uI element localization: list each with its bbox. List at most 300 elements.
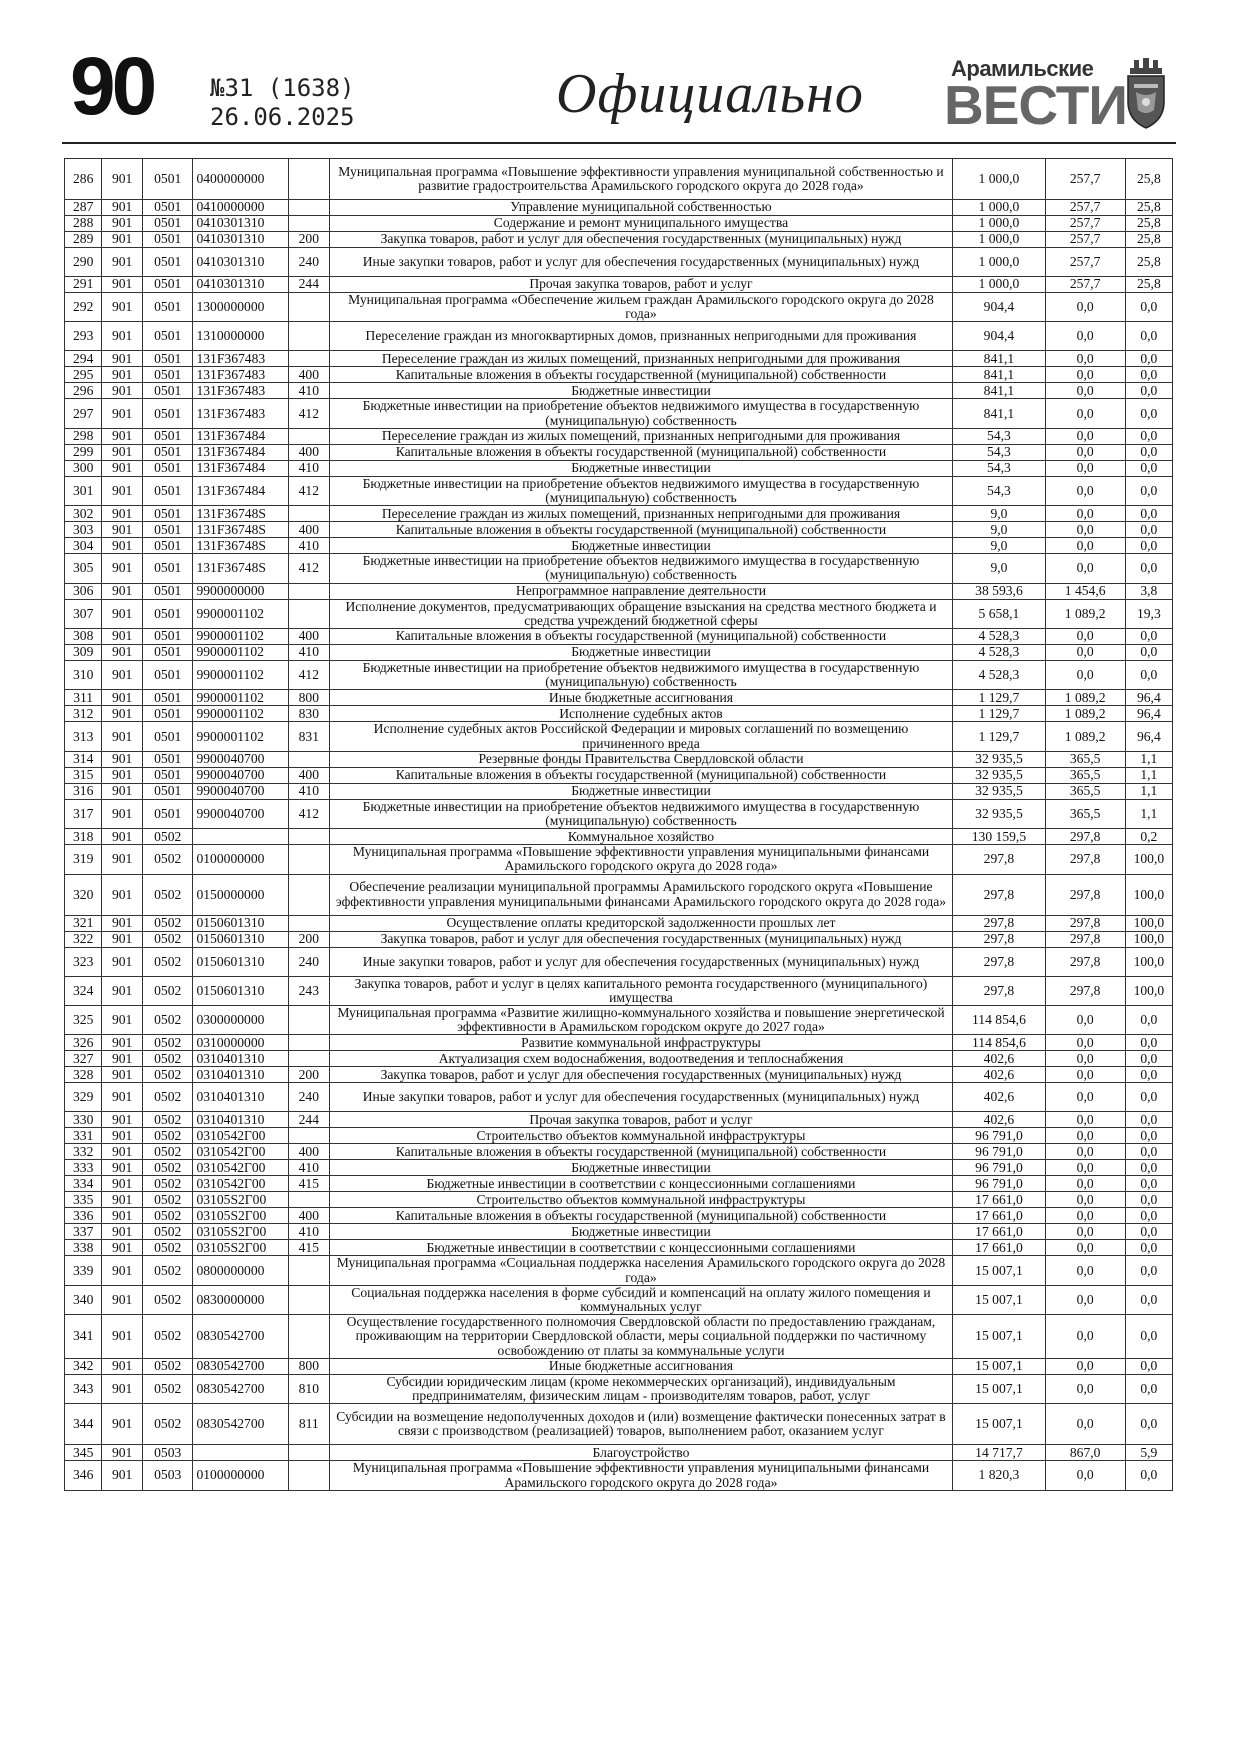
cell-n: 326 (65, 1035, 102, 1051)
cell-p: 25,8 (1125, 159, 1172, 200)
cell-n: 324 (65, 976, 102, 1005)
cell-desc: Муниципальная программа «Повышение эффективности управления муниципальной собственностью и развитие градостроительства Арамильского городского округа до 2028 года» (329, 159, 953, 200)
cell-d (288, 1128, 329, 1144)
cell-n: 341 (65, 1315, 102, 1359)
cell-p: 0,0 (1125, 1374, 1172, 1403)
budget-table (64, 158, 1173, 1491)
cell-d: 200 (288, 232, 329, 248)
cell-a: 901 (102, 1461, 143, 1490)
cell-a: 901 (102, 351, 143, 367)
cell-b: 0502 (142, 931, 193, 947)
cell-b: 0502 (142, 1067, 193, 1083)
cell-desc: Капитальные вложения в объекты государственной (муниципальной) собственности (329, 1208, 953, 1224)
cell-b: 0501 (142, 277, 193, 293)
cell-c: 0830542700 (193, 1374, 289, 1403)
cell-p: 0,0 (1125, 383, 1172, 399)
cell-v1: 904,4 (953, 293, 1045, 322)
cell-v1: 1 000,0 (953, 200, 1045, 216)
cell-p: 0,0 (1125, 645, 1172, 661)
cell-v1: 297,8 (953, 845, 1045, 874)
cell-a: 901 (102, 751, 143, 767)
cell-a: 901 (102, 522, 143, 538)
cell-b: 0501 (142, 444, 193, 460)
cell-v2: 0,0 (1045, 1256, 1125, 1285)
page-number: 90 (70, 41, 154, 132)
cell-v2: 0,0 (1045, 476, 1125, 505)
cell-d: 400 (288, 629, 329, 645)
cell-d: 800 (288, 1358, 329, 1374)
cell-v2: 0,0 (1045, 522, 1125, 538)
cell-n: 320 (65, 874, 102, 915)
table-row (65, 1192, 1173, 1208)
cell-v2: 0,0 (1045, 383, 1125, 399)
cell-d (288, 845, 329, 874)
table-row (65, 1445, 1173, 1461)
cell-b: 0501 (142, 232, 193, 248)
cell-desc: Иные бюджетные ассигнования (329, 690, 953, 706)
cell-a: 901 (102, 1315, 143, 1359)
cell-n: 346 (65, 1461, 102, 1490)
cell-p: 1,1 (1125, 783, 1172, 799)
cell-a: 901 (102, 1067, 143, 1083)
table-row (65, 829, 1173, 845)
cell-v1: 4 528,3 (953, 645, 1045, 661)
cell-p: 0,0 (1125, 506, 1172, 522)
cell-v2: 0,0 (1045, 1083, 1125, 1112)
cell-p: 0,0 (1125, 476, 1172, 505)
cell-c: 0310542Г00 (193, 1176, 289, 1192)
cell-c: 131F367483 (193, 399, 289, 428)
cell-v2: 0,0 (1045, 1051, 1125, 1067)
cell-d: 240 (288, 947, 329, 976)
cell-c: 131F36748S (193, 554, 289, 583)
cell-desc: Управление муниципальной собственностью (329, 200, 953, 216)
cell-c: 0410301310 (193, 232, 289, 248)
cell-v2: 0,0 (1045, 554, 1125, 583)
cell-a: 901 (102, 1160, 143, 1176)
issue-info (210, 74, 355, 132)
cell-p: 100,0 (1125, 845, 1172, 874)
cell-v1: 15 007,1 (953, 1404, 1045, 1445)
cell-n: 294 (65, 351, 102, 367)
cell-d: 240 (288, 248, 329, 277)
cell-v2: 0,0 (1045, 1144, 1125, 1160)
table-row (65, 1256, 1173, 1285)
cell-a: 901 (102, 767, 143, 783)
cell-c: 131F367484 (193, 444, 289, 460)
table-row (65, 428, 1173, 444)
cell-d (288, 599, 329, 628)
cell-d: 400 (288, 1144, 329, 1160)
cell-c: 131F367483 (193, 367, 289, 383)
table-row (65, 1051, 1173, 1067)
cell-a: 901 (102, 1128, 143, 1144)
table-row (65, 767, 1173, 783)
cell-v1: 1 129,7 (953, 690, 1045, 706)
cell-p: 100,0 (1125, 874, 1172, 915)
cell-c: 0410000000 (193, 200, 289, 216)
cell-a: 901 (102, 538, 143, 554)
table-row (65, 1176, 1173, 1192)
cell-c: 0310000000 (193, 1035, 289, 1051)
cell-p: 0,0 (1125, 1083, 1172, 1112)
cell-v1: 297,8 (953, 931, 1045, 947)
cell-desc: Капитальные вложения в объекты государственной (муниципальной) собственности (329, 1144, 953, 1160)
cell-b: 0502 (142, 845, 193, 874)
cell-v1: 297,8 (953, 947, 1045, 976)
cell-v2: 257,7 (1045, 248, 1125, 277)
cell-n: 313 (65, 722, 102, 751)
table-row (65, 383, 1173, 399)
cell-a: 901 (102, 1083, 143, 1112)
cell-v1: 15 007,1 (953, 1285, 1045, 1314)
cell-n: 300 (65, 460, 102, 476)
cell-a: 901 (102, 629, 143, 645)
cell-n: 336 (65, 1208, 102, 1224)
table-row (65, 1358, 1173, 1374)
cell-desc: Иные закупки товаров, работ и услуг для обеспечения государственных (муниципальных) нужд (329, 248, 953, 277)
cell-d (288, 506, 329, 522)
cell-c: 0800000000 (193, 1256, 289, 1285)
cell-d: 243 (288, 976, 329, 1005)
cell-desc: Прочая закупка товаров, работ и услуг (329, 277, 953, 293)
cell-p: 0,0 (1125, 322, 1172, 351)
cell-d: 400 (288, 1208, 329, 1224)
cell-v1: 9,0 (953, 538, 1045, 554)
cell-v2: 0,0 (1045, 293, 1125, 322)
cell-p: 19,3 (1125, 599, 1172, 628)
table-row (65, 629, 1173, 645)
cell-d (288, 322, 329, 351)
cell-d: 415 (288, 1176, 329, 1192)
cell-p: 0,2 (1125, 829, 1172, 845)
cell-c: 9900001102 (193, 690, 289, 706)
cell-a: 901 (102, 428, 143, 444)
table-row (65, 599, 1173, 628)
cell-d: 410 (288, 538, 329, 554)
cell-p: 96,4 (1125, 706, 1172, 722)
cell-desc: Переселение граждан из жилых помещений, признанных непригодными для проживания (329, 428, 953, 444)
cell-a: 901 (102, 1035, 143, 1051)
cell-p: 0,0 (1125, 661, 1172, 690)
cell-desc: Муниципальная программа «Социальная поддержка населения Арамильского городского округа до 2028 года» (329, 1256, 953, 1285)
cell-n: 316 (65, 783, 102, 799)
table-row (65, 460, 1173, 476)
table-row (65, 799, 1173, 828)
table-row (65, 399, 1173, 428)
cell-p: 100,0 (1125, 947, 1172, 976)
cell-b: 0501 (142, 216, 193, 232)
cell-a: 901 (102, 399, 143, 428)
cell-b: 0502 (142, 1404, 193, 1445)
cell-p: 96,4 (1125, 690, 1172, 706)
cell-a: 901 (102, 1445, 143, 1461)
cell-a: 901 (102, 976, 143, 1005)
cell-v1: 32 935,5 (953, 751, 1045, 767)
cell-c: 131F36748S (193, 538, 289, 554)
cell-a: 901 (102, 783, 143, 799)
cell-desc: Бюджетные инвестиции (329, 1224, 953, 1240)
cell-b: 0501 (142, 399, 193, 428)
cell-p: 0,0 (1125, 629, 1172, 645)
cell-v2: 257,7 (1045, 277, 1125, 293)
cell-desc: Бюджетные инвестиции на приобретение объектов недвижимого имущества в государственную (муниципальную) собственность (329, 476, 953, 505)
cell-c: 0400000000 (193, 159, 289, 200)
cell-d: 831 (288, 722, 329, 751)
cell-b: 0501 (142, 645, 193, 661)
table-row (65, 351, 1173, 367)
cell-d: 400 (288, 444, 329, 460)
cell-b: 0501 (142, 351, 193, 367)
table-row (65, 1224, 1173, 1240)
cell-desc: Переселение граждан из жилых помещений, признанных непригодными для проживания (329, 351, 953, 367)
cell-b: 0502 (142, 1160, 193, 1176)
cell-p: 1,1 (1125, 767, 1172, 783)
cell-d: 410 (288, 1224, 329, 1240)
cell-c: 0300000000 (193, 1006, 289, 1035)
cell-p: 0,0 (1125, 460, 1172, 476)
cell-desc: Бюджетные инвестиции на приобретение объектов недвижимого имущества в государственную (муниципальную) собственность (329, 661, 953, 690)
cell-p: 0,0 (1125, 1404, 1172, 1445)
cell-n: 339 (65, 1256, 102, 1285)
cell-n: 289 (65, 232, 102, 248)
cell-v2: 1 454,6 (1045, 583, 1125, 599)
cell-a: 901 (102, 444, 143, 460)
cell-n: 305 (65, 554, 102, 583)
cell-v1: 1 000,0 (953, 248, 1045, 277)
cell-n: 317 (65, 799, 102, 828)
cell-b: 0502 (142, 1224, 193, 1240)
table-row (65, 1128, 1173, 1144)
cell-desc: Муниципальная программа «Обеспечение жильем граждан Арамильского городского округа до 2028 года» (329, 293, 953, 322)
table-row (65, 506, 1173, 522)
cell-p: 0,0 (1125, 1144, 1172, 1160)
cell-p: 0,0 (1125, 1067, 1172, 1083)
cell-c: 0310401310 (193, 1083, 289, 1112)
cell-a: 901 (102, 1144, 143, 1160)
cell-v2: 0,0 (1045, 1224, 1125, 1240)
cell-desc: Иные закупки товаров, работ и услуг для обеспечения государственных (муниципальных) нужд (329, 1083, 953, 1112)
cell-desc: Осуществление оплаты кредиторской задолженности прошлых лет (329, 915, 953, 931)
cell-v2: 0,0 (1045, 645, 1125, 661)
cell-p: 25,8 (1125, 232, 1172, 248)
cell-v2: 1 089,2 (1045, 722, 1125, 751)
cell-v2: 1 089,2 (1045, 706, 1125, 722)
cell-v1: 297,8 (953, 915, 1045, 931)
cell-d (288, 583, 329, 599)
cell-c: 0100000000 (193, 845, 289, 874)
cell-desc: Содержание и ремонт муниципального имущества (329, 216, 953, 232)
cell-b: 0502 (142, 1240, 193, 1256)
cell-n: 315 (65, 767, 102, 783)
cell-v2: 0,0 (1045, 1374, 1125, 1403)
cell-v2: 257,7 (1045, 232, 1125, 248)
cell-n: 342 (65, 1358, 102, 1374)
cell-v2: 0,0 (1045, 460, 1125, 476)
cell-n: 304 (65, 538, 102, 554)
cell-d: 410 (288, 383, 329, 399)
cell-a: 901 (102, 1224, 143, 1240)
cell-b: 0502 (142, 1128, 193, 1144)
cell-d: 400 (288, 367, 329, 383)
cell-c: 131F367484 (193, 428, 289, 444)
cell-v2: 0,0 (1045, 1461, 1125, 1490)
cell-d: 410 (288, 645, 329, 661)
cell-c: 131F36748S (193, 522, 289, 538)
cell-n: 297 (65, 399, 102, 428)
cell-v2: 0,0 (1045, 1404, 1125, 1445)
cell-a: 901 (102, 1256, 143, 1285)
cell-d (288, 1461, 329, 1490)
cell-desc: Бюджетные инвестиции на приобретение объектов недвижимого имущества в государственную (муниципальную) собственность (329, 554, 953, 583)
cell-n: 314 (65, 751, 102, 767)
cell-b: 0501 (142, 506, 193, 522)
cell-b: 0502 (142, 1083, 193, 1112)
cell-a: 901 (102, 874, 143, 915)
cell-b: 0501 (142, 460, 193, 476)
table-row (65, 322, 1173, 351)
cell-a: 901 (102, 599, 143, 628)
cell-c: 0100000000 (193, 1461, 289, 1490)
cell-d: 412 (288, 399, 329, 428)
cell-c: 1300000000 (193, 293, 289, 322)
cell-v2: 0,0 (1045, 1128, 1125, 1144)
cell-d: 244 (288, 277, 329, 293)
cell-a: 901 (102, 931, 143, 947)
cell-desc: Закупка товаров, работ и услуг в целях капитального ремонта государственного (муниципального) имущества (329, 976, 953, 1005)
cell-desc: Бюджетные инвестиции (329, 783, 953, 799)
cell-v2: 867,0 (1045, 1445, 1125, 1461)
cell-v1: 1 000,0 (953, 277, 1045, 293)
cell-desc: Исполнение документов, предусматривающих обращение взыскания на средства местного бюджета и средства учреждений бюджетной сферы (329, 599, 953, 628)
table-row (65, 751, 1173, 767)
cell-b: 0502 (142, 874, 193, 915)
cell-d (288, 1315, 329, 1359)
cell-b: 0502 (142, 1315, 193, 1359)
cell-n: 338 (65, 1240, 102, 1256)
cell-p: 0,0 (1125, 293, 1172, 322)
cell-desc: Бюджетные инвестиции (329, 460, 953, 476)
cell-desc: Обеспечение реализации муниципальной программы Арамильского городского округа «Повышение эффективности управления муниципальными финансами Арамильского городского округа до 2028 года» (329, 874, 953, 915)
cell-n: 334 (65, 1176, 102, 1192)
cell-b: 0502 (142, 829, 193, 845)
cell-b: 0501 (142, 383, 193, 399)
table-row (65, 845, 1173, 874)
cell-desc: Строительство объектов коммунальной инфраструктуры (329, 1192, 953, 1208)
cell-desc: Бюджетные инвестиции (329, 383, 953, 399)
cell-v1: 54,3 (953, 460, 1045, 476)
cell-d: 200 (288, 1067, 329, 1083)
cell-v2: 0,0 (1045, 1358, 1125, 1374)
cell-n: 340 (65, 1285, 102, 1314)
cell-v1: 54,3 (953, 444, 1045, 460)
cell-v2: 0,0 (1045, 322, 1125, 351)
cell-c: 0830542700 (193, 1358, 289, 1374)
cell-v1: 96 791,0 (953, 1160, 1045, 1176)
cell-desc: Капитальные вложения в объекты государственной (муниципальной) собственности (329, 522, 953, 538)
cell-desc: Бюджетные инвестиции на приобретение объектов недвижимого имущества в государственную (муниципальную) собственность (329, 399, 953, 428)
cell-desc: Переселение граждан из многоквартирных домов, признанных непригодными для проживания (329, 322, 953, 351)
cell-p: 0,0 (1125, 1461, 1172, 1490)
cell-b: 0502 (142, 1358, 193, 1374)
cell-v2: 257,7 (1045, 200, 1125, 216)
cell-a: 901 (102, 367, 143, 383)
cell-p: 0,0 (1125, 428, 1172, 444)
cell-b: 0501 (142, 583, 193, 599)
cell-n: 345 (65, 1445, 102, 1461)
cell-desc: Бюджетные инвестиции (329, 538, 953, 554)
table-row (65, 522, 1173, 538)
cell-p: 0,0 (1125, 444, 1172, 460)
cell-c: 0310542Г00 (193, 1160, 289, 1176)
cell-c: 9900001102 (193, 645, 289, 661)
cell-b: 0502 (142, 915, 193, 931)
table-row (65, 947, 1173, 976)
cell-c: 03105S2Г00 (193, 1208, 289, 1224)
cell-a: 901 (102, 216, 143, 232)
cell-a: 901 (102, 1358, 143, 1374)
cell-b: 0501 (142, 554, 193, 583)
cell-b: 0501 (142, 367, 193, 383)
cell-b: 0502 (142, 1208, 193, 1224)
cell-n: 303 (65, 522, 102, 538)
cell-desc: Бюджетные инвестиции (329, 645, 953, 661)
cell-v1: 54,3 (953, 476, 1045, 505)
cell-a: 901 (102, 645, 143, 661)
cell-desc: Бюджетные инвестиции (329, 1160, 953, 1176)
cell-v2: 365,5 (1045, 799, 1125, 828)
cell-d: 400 (288, 767, 329, 783)
cell-b: 0502 (142, 1144, 193, 1160)
cell-c: 9900001102 (193, 661, 289, 690)
cell-desc: Благоустройство (329, 1445, 953, 1461)
cell-b: 0502 (142, 1176, 193, 1192)
cell-desc: Резервные фонды Правительства Свердловской области (329, 751, 953, 767)
cell-v1: 1 129,7 (953, 722, 1045, 751)
cell-v1: 904,4 (953, 322, 1045, 351)
cell-b: 0501 (142, 200, 193, 216)
cell-d (288, 1192, 329, 1208)
cell-b: 0503 (142, 1461, 193, 1490)
cell-n: 299 (65, 444, 102, 460)
cell-a: 901 (102, 460, 143, 476)
cell-p: 1,1 (1125, 751, 1172, 767)
cell-c: 0310401310 (193, 1112, 289, 1128)
cell-desc: Иные закупки товаров, работ и услуг для обеспечения государственных (муниципальных) нужд (329, 947, 953, 976)
cell-b: 0502 (142, 947, 193, 976)
cell-v2: 297,8 (1045, 976, 1125, 1005)
cell-v1: 96 791,0 (953, 1144, 1045, 1160)
cell-d (288, 159, 329, 200)
cell-n: 321 (65, 915, 102, 931)
table-row (65, 216, 1173, 232)
cell-v2: 0,0 (1045, 351, 1125, 367)
cell-d: 412 (288, 554, 329, 583)
table-row (65, 661, 1173, 690)
issue-date: 26.06.2025 (210, 103, 355, 131)
cell-v1: 4 528,3 (953, 661, 1045, 690)
cell-n: 332 (65, 1144, 102, 1160)
cell-p: 0,0 (1125, 1192, 1172, 1208)
cell-v1: 114 854,6 (953, 1006, 1045, 1035)
cell-b: 0501 (142, 783, 193, 799)
cell-c: 0410301310 (193, 277, 289, 293)
cell-d (288, 293, 329, 322)
cell-d: 400 (288, 522, 329, 538)
table-row (65, 931, 1173, 947)
cell-p: 0,0 (1125, 1315, 1172, 1359)
cell-desc: Бюджетные инвестиции в соответствии с концессионными соглашениями (329, 1240, 953, 1256)
